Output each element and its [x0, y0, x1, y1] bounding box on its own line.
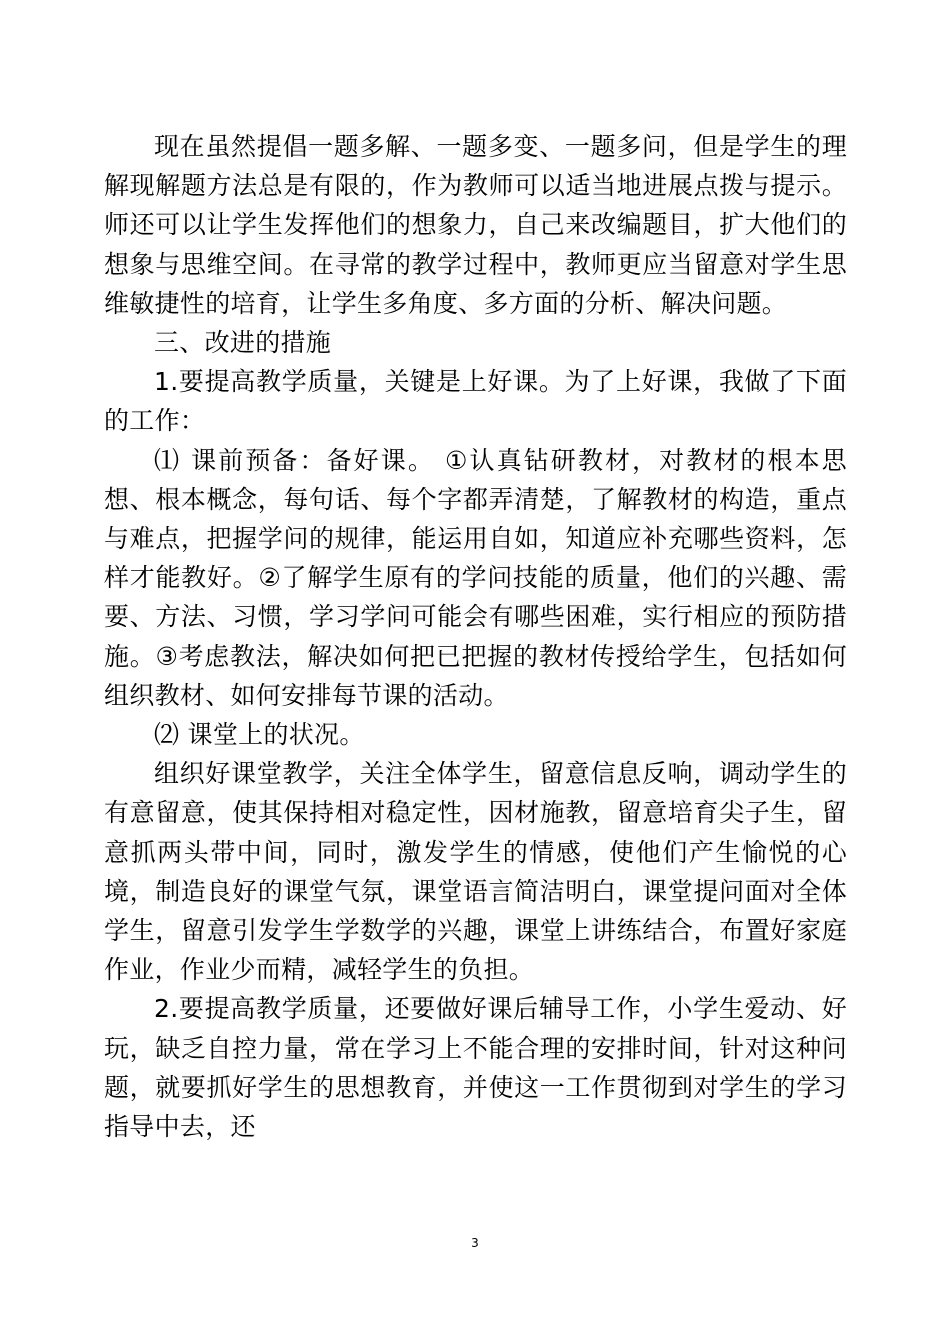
paragraph-lesson-preparation: ⑴ 课前预备：备好课。 ①认真钻研教材，对教材的根本思想、根本概念，每句话、每个字都弄清楚，了解教材的构造，重点与难点，把握学问的规律，能运用自如，知道应补充哪些资料，怎样才能教好。②了解学生原有的学问技能的质量，他们的兴趣、需要、方法、习惯，学习学问可能会有哪些困难，实行相应的预防措施。③考虑教法，解决如何把已把握的教材传授给学生，包括如何组织教材、如何安排每节课的活动。 [104, 445, 847, 710]
paragraph-problem-solving: 现在虽然提倡一题多解、一题多变、一题多问，但是学生的理解现解题方法总是有限的，作为教师可以适当地进展点拨与提示。师还可以让学生发挥他们的想象力，自己来改编题目，扩大他们的想象与思维空间。在寻常的教学过程中，教师更应当留意对学生思维敏捷性的培育，让学生多角度、多方面的分析、解决问题。 [104, 132, 847, 318]
page-number: 3 [471, 1236, 479, 1250]
paragraph-classroom-organization: 组织好课堂教学，关注全体学生，留意信息反响，调动学生的有意留意，使其保持相对稳定性，因材施教，留意培育尖子生，留意抓两头带中间，同时，激发学生的情感，使他们产生愉悦的心境，制造良好的课堂气氛，课堂语言简洁明白，课堂提问面对全体学生，留意引发学生学数学的兴趣，课堂上讲练结合，布置好家庭作业，作业少而精，减轻学生的负担。 [104, 759, 847, 985]
paragraph-measure-1: 1.要提高教学质量，关键是上好课。为了上好课，我做了下面的工作： [104, 367, 847, 436]
paragraph-classroom-situation-heading: ⑵ 课堂上的状况。 [154, 720, 365, 750]
page-body [104, 127, 847, 1146]
paragraph-measure-2: 2.要提高教学质量，还要做好课后辅导工作，小学生爱动、好玩，缺乏自控力量，常在学习上不能合理的安排时间，针对这种问题，就要抓好学生的思想教育，并使这一工作贯彻到对学生的学习指导中去，还 [104, 994, 847, 1142]
section-heading-improvement-measures: 三、改进的措施 [154, 328, 332, 358]
